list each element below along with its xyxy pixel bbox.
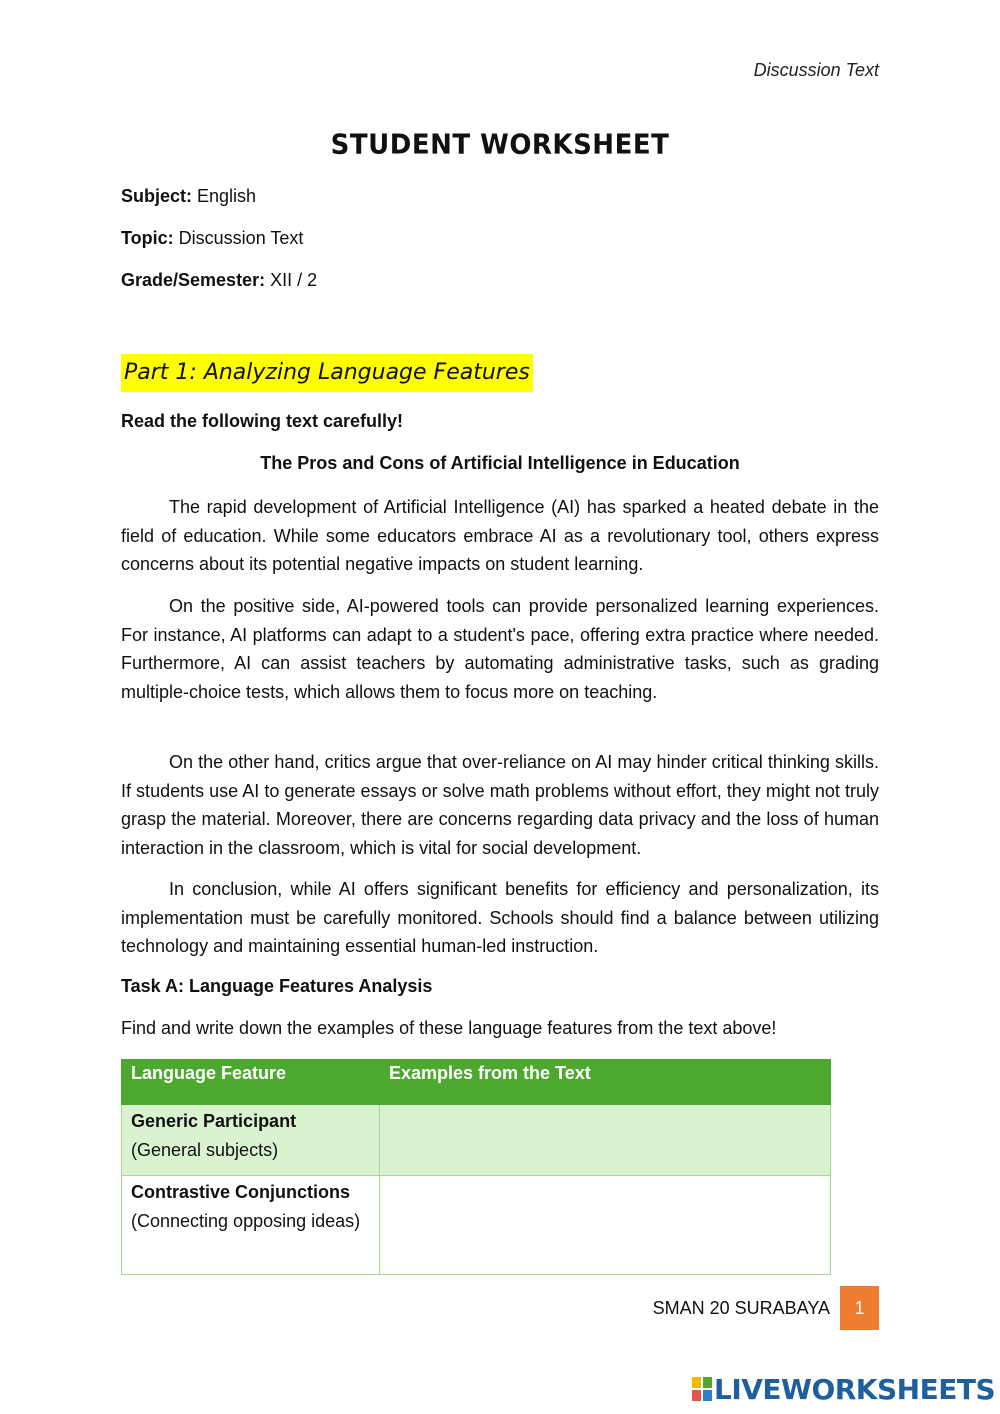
page-number-badge: 1 (840, 1286, 879, 1330)
language-features-table (121, 1059, 831, 1275)
grade-value: XII / 2 (270, 270, 318, 290)
table-row (122, 1176, 831, 1275)
subject-value: English (197, 186, 257, 206)
feature-description: (General subjects) (131, 1139, 279, 1160)
feature-cell (122, 1176, 380, 1275)
topic-line (121, 228, 303, 249)
grade-line (121, 270, 317, 291)
reading-instruction: Read the following text carefully! (121, 411, 404, 431)
task-a-instruction: Find and write down the examples of these language features from the text above! (121, 1018, 777, 1038)
header-document-type: Discussion Text (753, 60, 879, 80)
subject-label: Subject: (121, 186, 193, 206)
liveworksheets-logo-icon (692, 1377, 712, 1401)
grade-label: Grade/Semester: (121, 270, 266, 290)
liveworksheets-logo[interactable] (692, 1373, 995, 1405)
paragraph-4: In conclusion, while AI offers significant benefits for efficiency and personalization, its implementation must be carefully monitored. Schools should find a balance between utilizing technology and maintaining essential human-led instruction. (121, 879, 879, 956)
header-examples: Examples from the Text (380, 1060, 831, 1105)
feature-name: Contrastive Conjunctions (131, 1182, 351, 1202)
part1-heading: Part 1: Analyzing Language Features (121, 354, 533, 392)
subject-line (121, 186, 256, 207)
feature-cell (122, 1105, 380, 1176)
footer-school-name: SMAN 20 SURABAYA (652, 1298, 830, 1318)
liveworksheets-logo-text: LIVEWORKSHEETS (714, 1372, 996, 1406)
feature-description: (Connecting opposing ideas) (131, 1210, 361, 1231)
worksheet-title: STUDENT WORKSHEET (330, 129, 670, 161)
header-language-feature: Language Feature (122, 1060, 380, 1105)
table-row (122, 1105, 831, 1176)
table-header-row (122, 1060, 831, 1105)
text-title: The Pros and Cons of Artificial Intelligence in Education (260, 453, 740, 473)
topic-value: Discussion Text (178, 228, 304, 248)
example-answer-cell[interactable] (380, 1176, 831, 1275)
example-answer-cell[interactable] (380, 1105, 831, 1176)
topic-label: Topic: (121, 228, 174, 248)
feature-name: Generic Participant (131, 1111, 297, 1131)
task-a-title: Task A: Language Features Analysis (121, 976, 433, 996)
paragraph-2: On the positive side, AI-powered tools can provide personalized learning experiences. For instance, AI platforms can adapt to a student's pace, offering extra practice where needed. Furthermore, AI can assist teachers by automating administrative tasks, such as grading multiple-choice tests, which allows them to focus more on teaching. (121, 596, 879, 702)
paragraph-1: The rapid development of Artificial Intelligence (AI) has sparked a heated debate in the field of education. While some educators embrace AI as a revolutionary tool, others express concerns about its potential negative impacts on student learning. (121, 497, 879, 574)
paragraph-3: On the other hand, critics argue that over-reliance on AI may hinder critical thinking skills. If students use AI to generate essays or solve math problems without effort, they might not truly grasp the material. Moreover, there are concerns regarding data privacy and the loss of human interaction in the classroom, which is vital for social development. (121, 752, 879, 858)
